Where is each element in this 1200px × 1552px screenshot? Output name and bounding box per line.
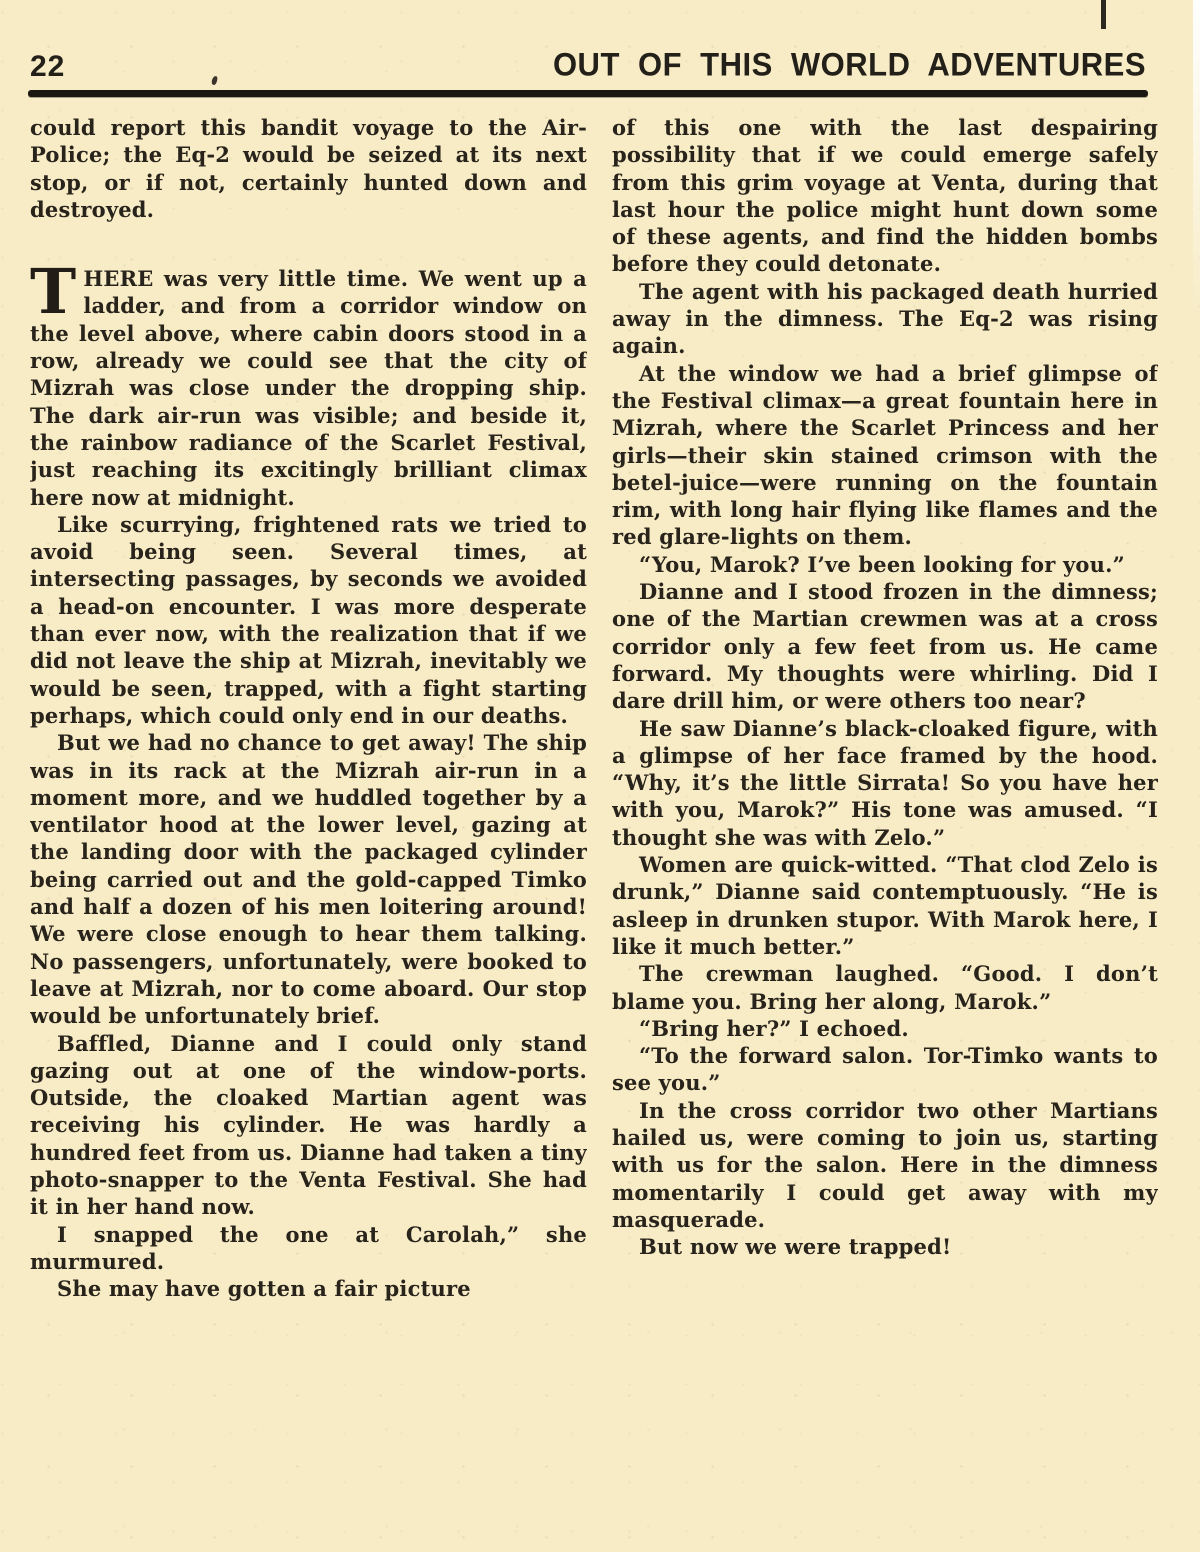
paragraph: I snapped the one at Carolah,” she murmured. (30, 1221, 587, 1274)
paragraph: But we had no chance to get away! The ship was in its rack at the Mizrah air-run in a moment more, and we huddled together by a ventilator hood at the lower level, gazing at the landing door with the packaged cylinder being carried out and the gold-capped Timko and half a dozen of his men loitering around! We were close enough to hear them talking. No passengers, unfortunately, were booked to leave at Mizrah, nor to come aboard. Our stop would be unfortunately brief. (30, 730, 587, 1029)
paragraph: Dianne and I stood frozen in the dimness; one of the Martian crewmen was at a cross corridor only a few feet from us. He came forward. My thoughts were whirling. Did I dare drill him, or were others too near? (612, 579, 1158, 714)
left-column (30, 114, 587, 1552)
scan-line-artifact (1101, 0, 1106, 29)
paragraph: Women are quick-witted. “That clod Zelo is drunk,” Dianne said contemptuously. “He is asleep in drunken stupor. With Marok here, I like it much better.” (612, 852, 1158, 959)
paragraph: In the cross corridor two other Martians hailed us, were coming to join us, starting with us for the salon. Here in the dimness momentarily I could get away with my masquerade. (612, 1097, 1158, 1232)
header-rule (28, 90, 1148, 97)
paragraph-with-dropcap (30, 255, 587, 511)
paragraph: Like scurrying, frightened rats we tried to avoid being seen. Several times, at intersecting passages, by seconds we avoided a head-on encounter. I was more desperate than ever now, with the realization that if we did not leave the ship at Mizrah, inevitably we would be seen, trapped, with a fight starting perhaps, which could only end in our deaths. (30, 511, 587, 728)
paragraph: But now we were trapped! (639, 1234, 952, 1260)
paragraph: “Bring her?” I echoed. (639, 1015, 909, 1041)
running-title: OUT OF THIS WORLD ADVENTURES (552, 46, 1146, 83)
paragraph: Baffled, Dianne and I could only stand gazing out at one of the window-ports. Outside, the cloaked Martian agent was receiving his cylinder. He was hardly a hundred feet from us. Dianne had taken a tiny photo-snapper to the Venta Festival. She had it in her hand now. (30, 1030, 587, 1220)
paragraph-text: was very little time. We went up a ladder, and from a corridor window on the level above, where cabin doors stood in a row, already we could see that the city of Mizrah was close under the dropping ship. The dark air-run was visible; and beside it, the rainbow radiance of the Scarlet Festival, just reaching its excitingly brilliant climax here now at midnight. (30, 266, 587, 510)
drop-cap: T (30, 255, 77, 329)
page-number: 22 (30, 50, 66, 83)
paragraph: “You, Marok? I’ve been looking for you.” (639, 551, 1125, 577)
paragraph: The crewman laughed. “Good. I don’t blame you. Bring her along, Marok.” (612, 961, 1158, 1014)
page-edge-highlight (1193, 0, 1200, 320)
drop-cap-lead: HERE (83, 266, 154, 292)
paragraph: The agent with his packaged death hurried away in the dimness. The Eq-2 was rising again. (612, 278, 1158, 359)
paragraph: At the window we had a brief glimpse of the Festival climax—a great fountain here in Mizrah, where the Scarlet Princess and her girls—their skin stained crimson with the betel-juice—were running on the fountain rim, with long hair flying like flames and the red glare-lights on them. (612, 360, 1158, 550)
page-header (30, 48, 1146, 84)
paragraph: She may have gotten a fair picture (57, 1276, 471, 1302)
paragraph: “To the forward salon. Tor-Timko wants to see you.” (612, 1043, 1158, 1096)
paragraph: He saw Dianne’s black-cloaked figure, with a glimpse of her face framed by the hood. “Why, it’s the little Sirrata! So you have her with you, Marok?” His tone was amused. “I thought she was with Zelo.” (612, 715, 1158, 850)
paragraph: could report this bandit voyage to the Air-Police; the Eq-2 would be seized at its next stop, or if not, certainly hunted down and destroyed. (30, 115, 587, 222)
right-column (612, 114, 1158, 1552)
paragraph: of this one with the last despairing possibility that if we could emerge safely from this grim voyage at Venta, during that last hour the police might hunt down some of these agents, and find the hidden bombs before they could detonate. (612, 115, 1158, 277)
